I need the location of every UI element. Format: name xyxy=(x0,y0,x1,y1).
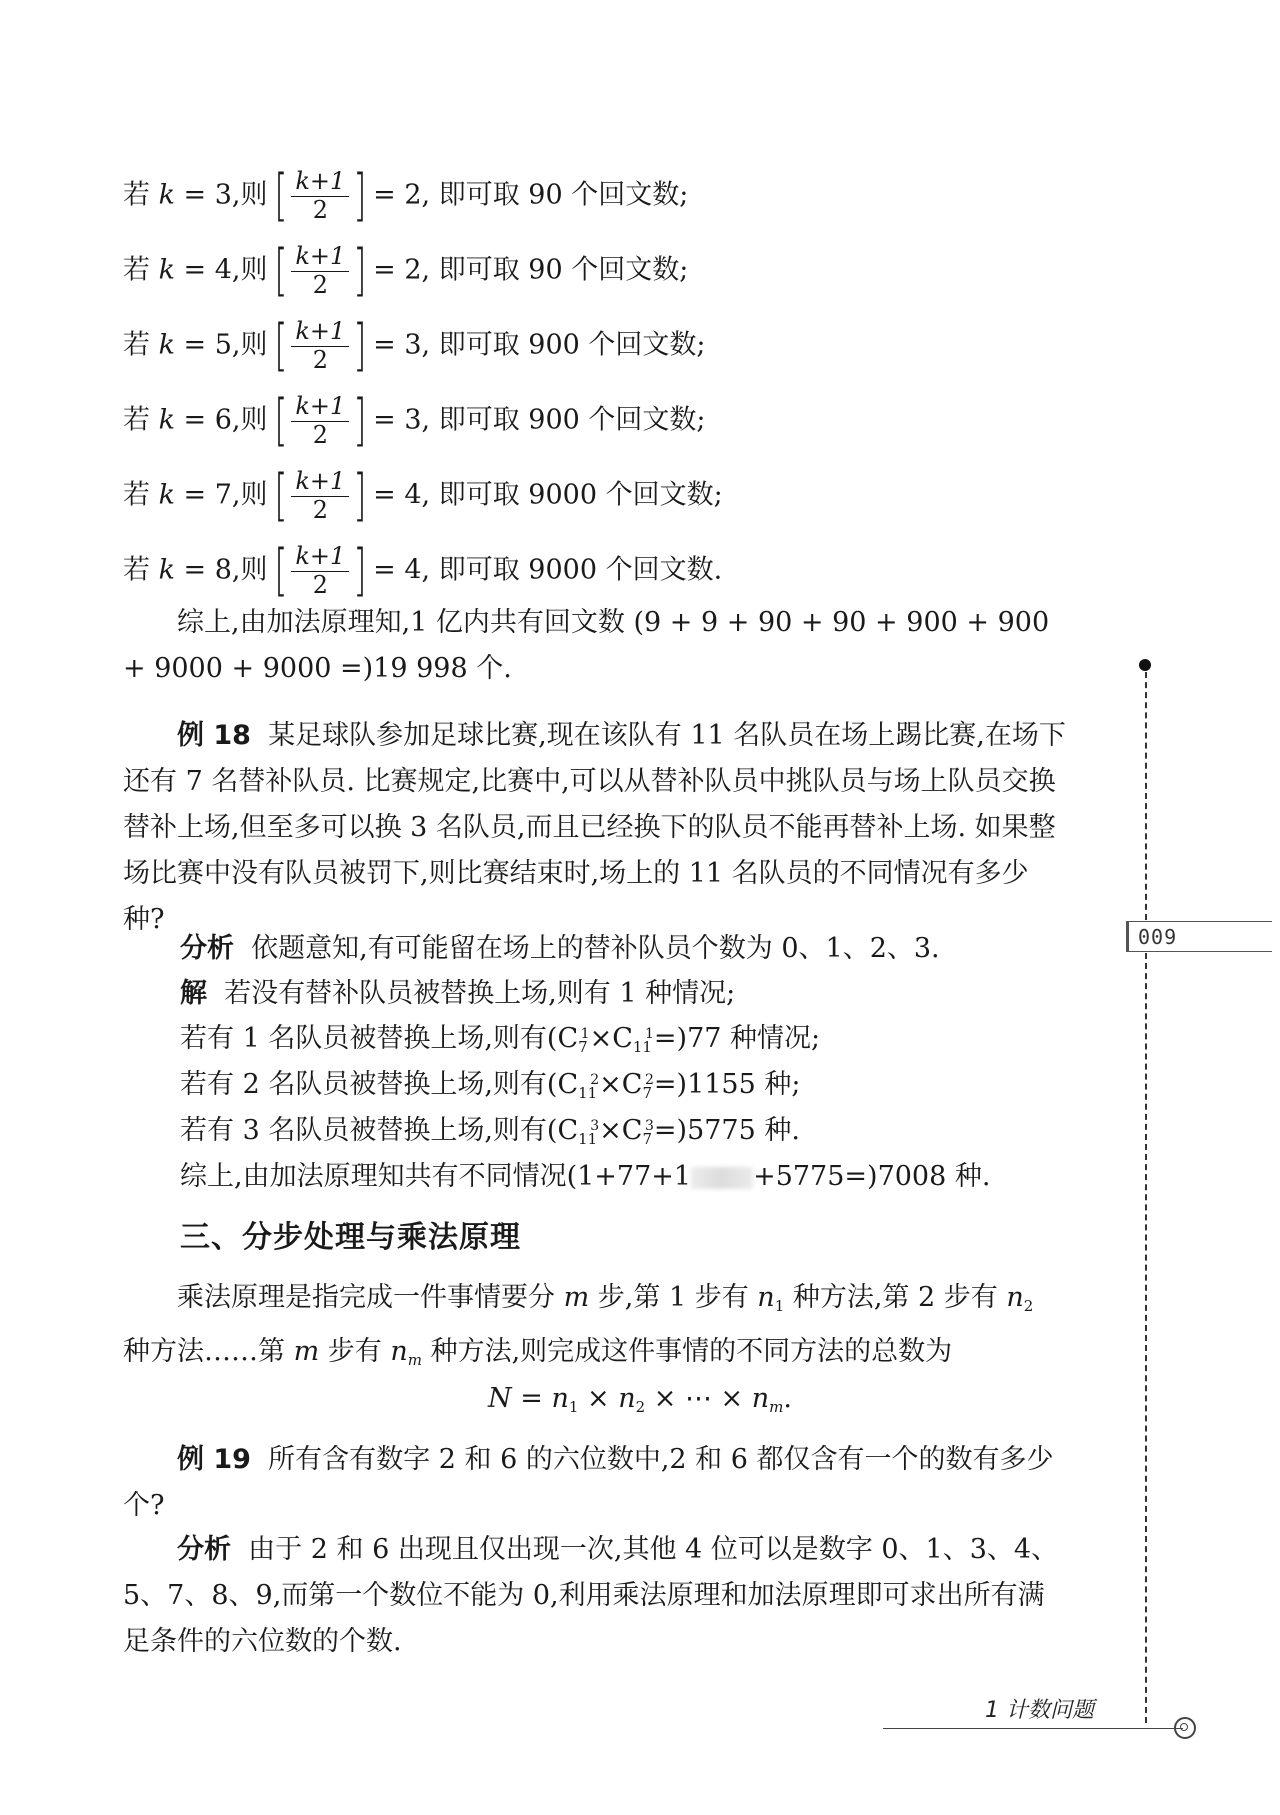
floor-fraction: [ $\frac{k+1}{2}$ ] xyxy=(273,238,367,304)
analysis-19: 分析 由于 2 和 6 出现且仅出现一次,其他 4 位可以是数字 0、1、3、4、5、7、8、9,而第一个数位不能为 0,利用乘法原理和加法原理即可求出所有满足条件的六位数的个数. xyxy=(123,1534,1059,1657)
floor-fraction: [ $\frac{k+1}{2}$ ] xyxy=(273,463,367,529)
floor-fraction: [ $\frac{k+1}{2}$ ] xyxy=(273,538,367,604)
example-18: 例 18 某足球队参加足球比赛,现在该队有 11 名队员在场上踢比赛,在场下还有 7 名替补队员. 比赛规定,比赛中,可以从替补队员中挑队员与场上队员交换替补上场,但至多可以换 3 名队员,而且已经换下的队员不能再替补上场. 如果整场比赛中没有队员被罚下,则比赛结束时,场上的 11 名队员的不同情况有多少种? xyxy=(123,720,1066,935)
solution-case-3: 若有 3 名队员被替换上场,则有$(C_{11}^3\times C_7^3=)5775$ 种. xyxy=(180,1115,800,1148)
target-circle-icon xyxy=(1174,1717,1196,1739)
chapter-footer: 1 计数问题 xyxy=(985,1698,1094,1723)
mult-intro: 乘法原理是指完成一件事情要分 m 步,第 1 步有 $n_1$ 种方法,第 2 步有 $n_2$ 种方法……第 m 步有 $n_m$ 种方法,则完成这件事情的不同方法的总数为 xyxy=(123,1282,1034,1369)
case-line: 若 k = 8,则 [ $\frac{k+1}{2}$ ] = 4, 即可取 9000 个回文数. xyxy=(123,538,723,604)
footer-rule xyxy=(883,1728,1183,1729)
solution-case-1: 若有 1 名队员被替换上场,则有$(C_7^1\times C_{11}^1=)77$ 种情况; xyxy=(180,1023,821,1056)
solution-sum: 综上,由加法原理知共有不同情况(1+77+1 +5775=)7008 种. xyxy=(180,1161,991,1192)
product-formula: $N = n_1 \times n_2$ × ⋯ × $n_m$. xyxy=(488,1383,792,1416)
solution-case-2: 若有 2 名队员被替换上场,则有$(C_{11}^2\times C_7^2=)1155$ 种; xyxy=(180,1069,801,1102)
example-label: 例 19 xyxy=(177,1444,251,1475)
blurred-region xyxy=(691,1167,753,1189)
example-19: 例 19 所有含有数字 2 和 6 的六位数中,2 和 6 都仅含有一个的数有多少个? xyxy=(123,1444,1054,1521)
analysis-18: 分析 依题意知,有可能留在场上的替补队员个数为 0、1、2、3. xyxy=(180,933,940,964)
case-line: 若 k = 6,则 [ $\frac{k+1}{2}$ ] = 3, 即可取 900 个回文数; xyxy=(123,388,706,454)
case-line: 若 k = 3,则 [ $\frac{k+1}{2}$ ] = 2, 即可取 90 个回文数; xyxy=(123,163,689,229)
margin-dashed-line xyxy=(1145,953,1147,1723)
case-line: 若 k = 4,则 [ $\frac{k+1}{2}$ ] = 2, 即可取 90 个回文数; xyxy=(123,238,689,304)
floor-fraction: [ $\frac{k+1}{2}$ ] xyxy=(273,388,367,454)
section-heading: 三、分步处理与乘法原理 xyxy=(180,1220,521,1255)
page-number-tab: 009 xyxy=(1126,921,1272,952)
floor-fraction: [ $\frac{k+1}{2}$ ] xyxy=(273,313,367,379)
margin-dot xyxy=(1139,659,1151,671)
solution-18: 解 若没有替补队员被替换上场,则有 1 种情况; xyxy=(180,978,736,1009)
case-line: 若 k = 5,则 [ $\frac{k+1}{2}$ ] = 3, 即可取 900 个回文数; xyxy=(123,313,706,379)
summary-paragraph: 综上,由加法原理知,1 亿内共有回文数 (9 + 9 + 90 + 90 + 900 + 900 + 9000 + 9000 =)19 998 个. xyxy=(123,607,1050,684)
margin-dashed-line xyxy=(1145,672,1147,920)
example-label: 例 18 xyxy=(177,720,251,751)
floor-fraction: [ $\frac{k+1}{2}$ ] xyxy=(273,163,367,229)
case-line: 若 k = 7,则 [ $\frac{k+1}{2}$ ] = 4, 即可取 9000 个回文数; xyxy=(123,463,723,529)
